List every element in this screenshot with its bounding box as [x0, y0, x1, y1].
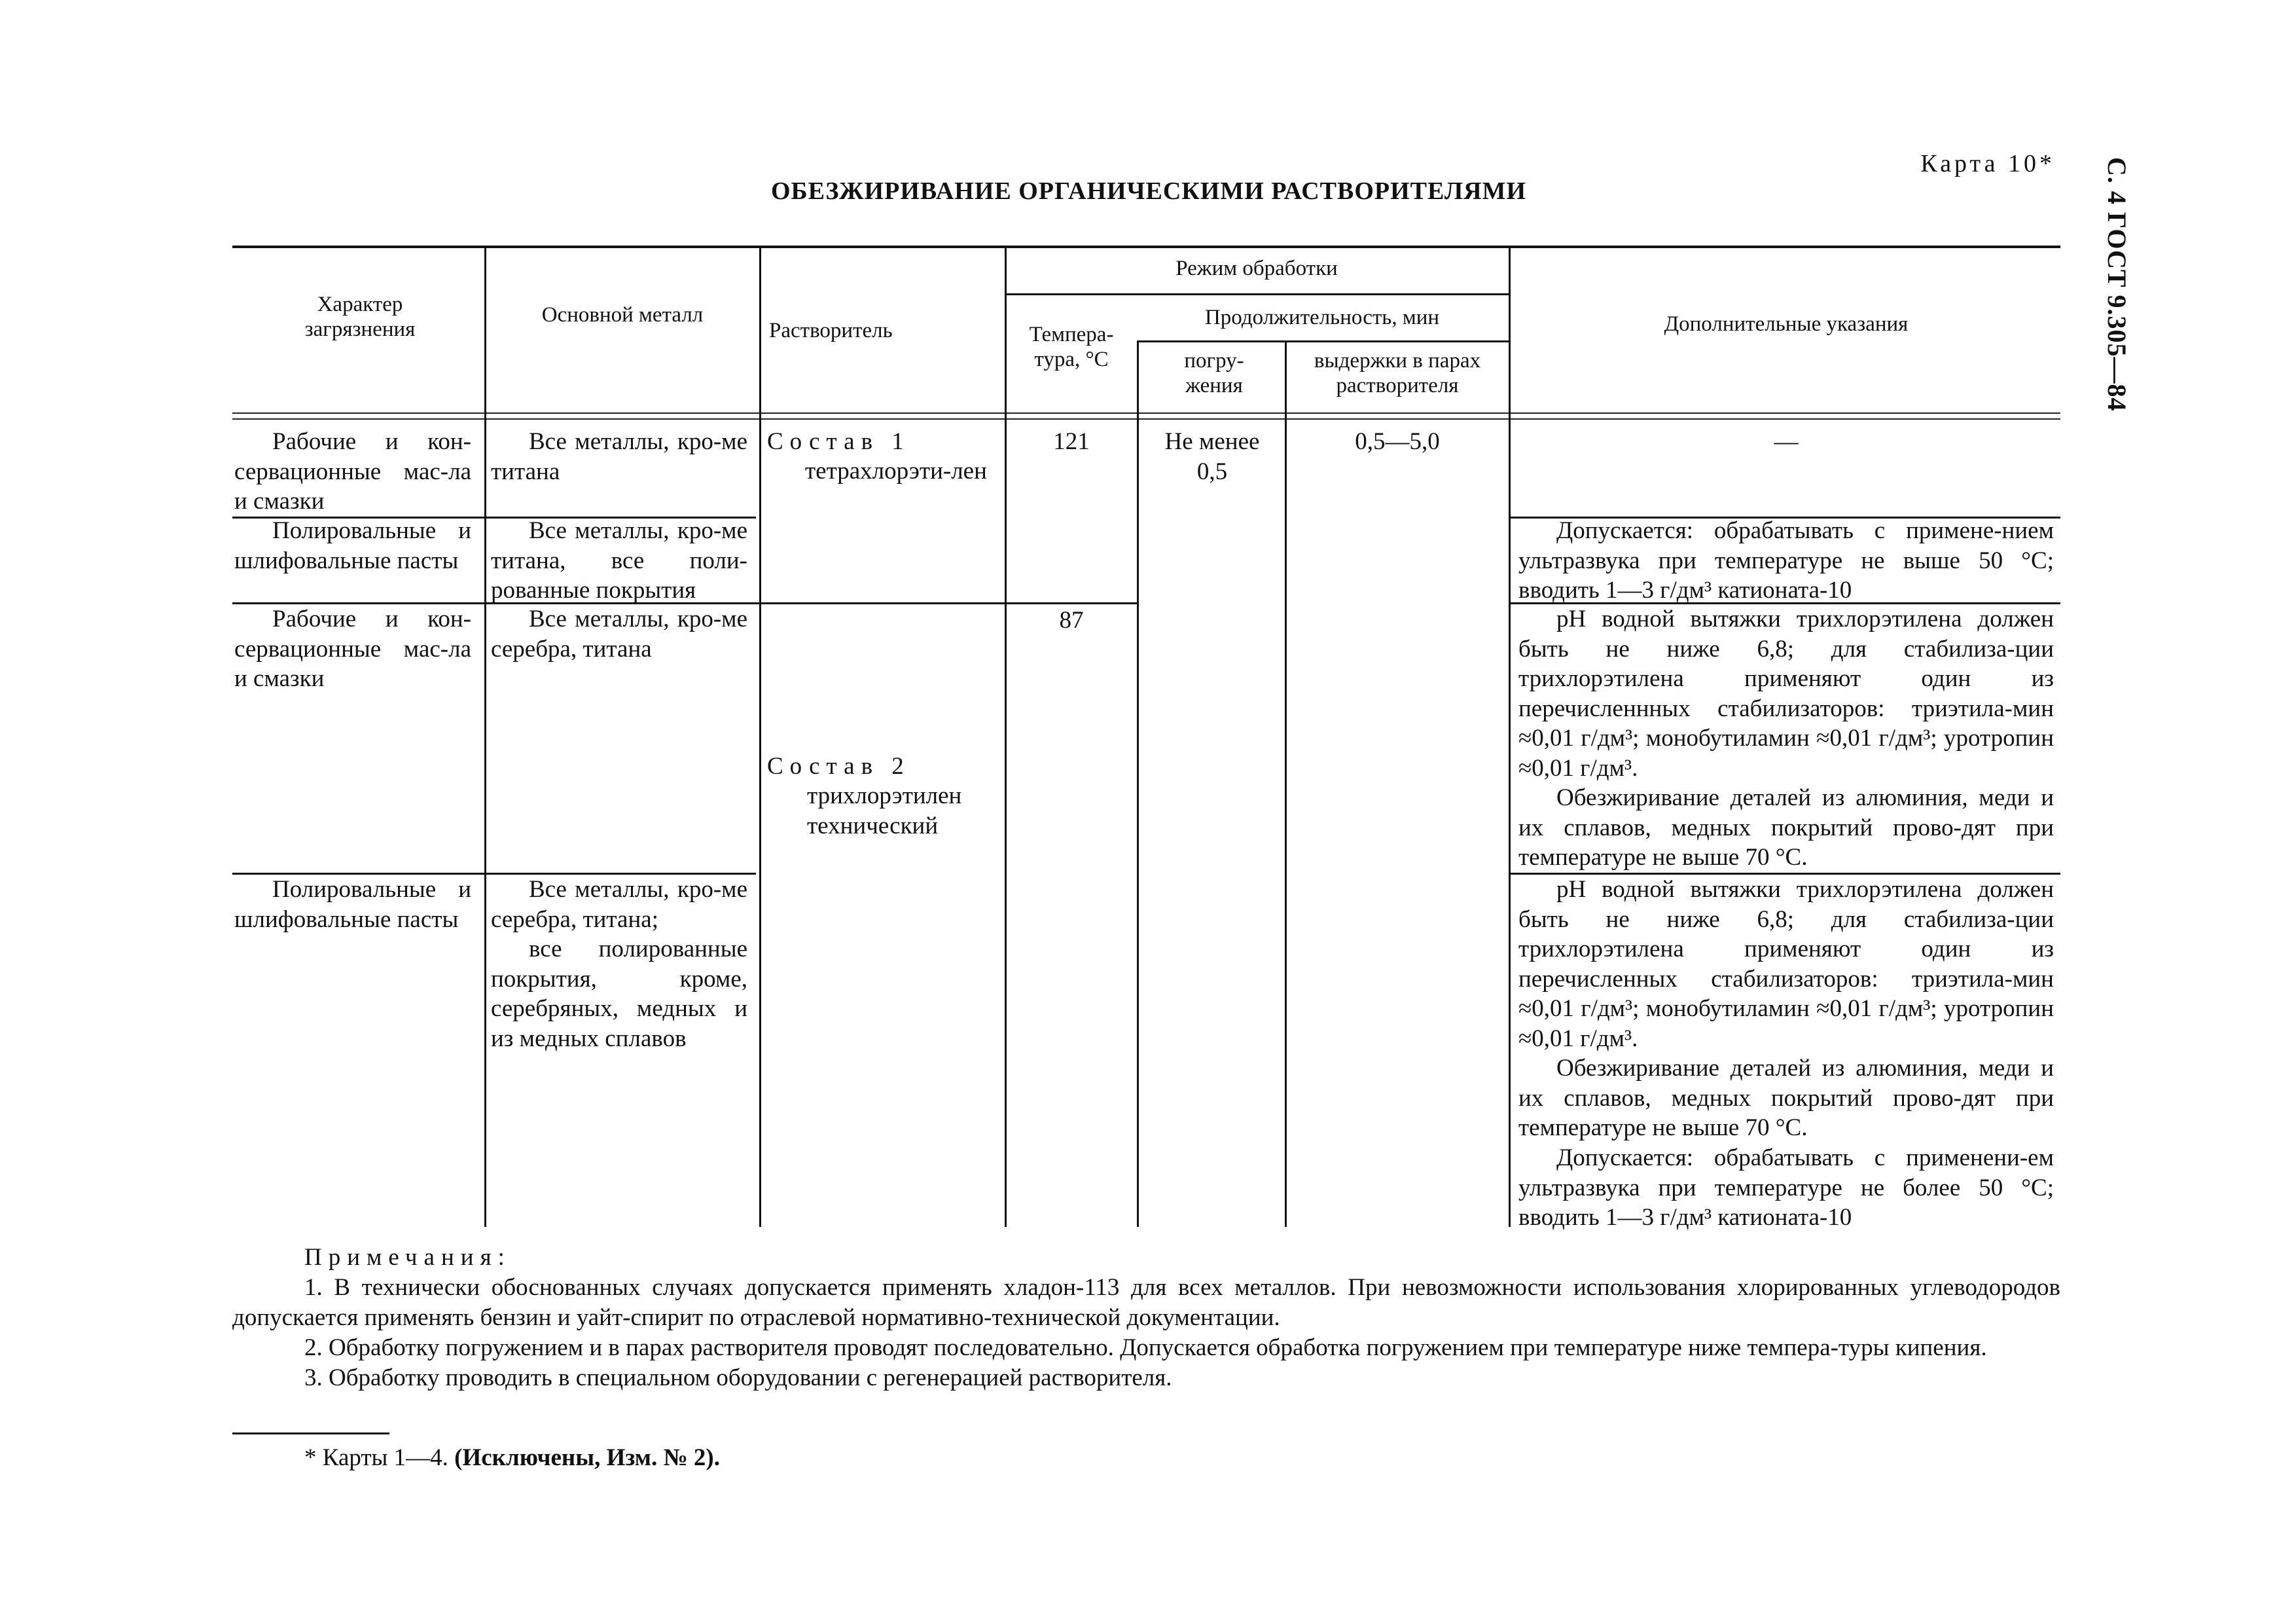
header-solvent: Растворитель — [769, 319, 893, 342]
row3-base-metal: Все металлы, кро-ме серебра, титана — [491, 606, 747, 663]
solvent-1-name: тетрахлорэти-лен — [805, 458, 987, 484]
solvent-2-name: трихлорэтилен технический — [807, 782, 962, 839]
footnote — [232, 1443, 2132, 1473]
row2-contamination: Полировальные и шлифовальные пасты — [234, 517, 471, 574]
note-item-1: 1. В технически обоснованных случаях допускается применять хладон-113 для всех металлов. При невозможности использования хлорированных углеводородов допускается применять бензин и уайт-спирит по отраслевой нормативно-технической документации. — [232, 1274, 2060, 1331]
vapor-value: 0,5—5,0 — [1355, 428, 1440, 455]
col-divider-4 — [1137, 340, 1139, 1227]
row4-notes-2: Обезжиривание деталей из алюминия, меди и их сплавов, медных покрытий прово-дят при температуре не выше 70 °С. — [1518, 1055, 2054, 1141]
col-divider-2 — [759, 247, 761, 1227]
solvent-2-label: Состав 2 — [767, 753, 910, 780]
notes-title: Примечания: — [304, 1244, 511, 1271]
row2-base-metal: Все металлы, кро-ме титана, все поли-рованные покрытия — [491, 517, 747, 604]
row1-contamination: Рабочие и кон-сервационные мас-ла и смазки — [234, 428, 471, 515]
col-divider-1 — [484, 247, 486, 1227]
row4-base-metal-2: все полированные покрытия, кроме, серебряных, медных и из медных сплавов — [491, 936, 747, 1052]
col-divider-3 — [1005, 247, 1007, 1227]
header-base-metal: Основной металл — [541, 303, 704, 327]
header-notes: Дополнительные указания — [1664, 312, 1909, 336]
note-item-2: 2. Обработку погружением и в парах растворителя проводят последовательно. Допускается обработка погружением при температуре ниже темпера-туры кипения. — [304, 1334, 1987, 1361]
duration-header-rule — [1137, 340, 1509, 342]
row3-notes-2: Обезжиривание деталей из алюминия, меди и их сплавов, медных покрытий прово-дят при температуре не выше 70 °С. — [1518, 784, 2054, 871]
footnote-text: * Карты 1—4. — [304, 1444, 448, 1471]
row4-notes-3: Допускается: обрабатывать с применени-ем ультразвука при температуре не более 50 °С; вводить 1—3 г/дм³ катионата-10 — [1518, 1144, 2054, 1231]
row3-contamination: Рабочие и кон-сервационные мас-ла и смазки — [234, 606, 471, 692]
notes-section — [232, 1243, 2060, 1393]
header-temperature: Темпера-тура, °С — [1029, 323, 1114, 371]
header-bottom-rule — [232, 412, 2060, 414]
row1-notes: — — [1774, 428, 1799, 455]
col-divider-5 — [1285, 340, 1287, 1227]
table-top-border — [232, 246, 2060, 248]
note-item-3: 3. Обработку проводить в специальном оборудовании с регенерацией растворителя. — [304, 1364, 1172, 1391]
temperature-1: 121 — [1053, 428, 1090, 455]
temperature-2: 87 — [1059, 607, 1084, 634]
header-mode: Режим обработки — [1175, 257, 1338, 280]
footnote-separator — [232, 1432, 389, 1434]
header-contamination: Характер загрязнения — [304, 293, 416, 341]
header-immersion: погру-жения — [1184, 349, 1244, 397]
row1-base-metal: Все металлы, кро-ме титана — [491, 428, 747, 485]
row3-notes-1: pH водной вытяжки трихлорэтилена должен быть не ниже 6,8; для стабилиза-ции трихлорэтилена применяют один из перечисленнных стабилизаторов: триэтила-мин ≈0,01 г/дм³; монобутиламин ≈0,01 г/дм³; уротропин ≈0,01 г/дм³. — [1518, 606, 2054, 782]
page-title: ОБЕЗЖИРИВАНИЕ ОРГАНИЧЕСКИМИ РАСТВОРИТЕЛЯМИ — [770, 177, 1527, 205]
row2-notes: Допускается: обрабатывать с примене-нием ультразвука при температуре не выше 50 °С; вводить 1—3 г/дм³ катионата-10 — [1518, 517, 2054, 604]
header-bottom-rule-2 — [232, 418, 2060, 420]
footnote-amendment: (Исключены, Изм. № 2). — [454, 1444, 720, 1471]
row4-notes-1: pH водной вытяжки трихлорэтилена должен быть не ниже 6,8; для стабилиза-ции трихлорэтилена применяют один из перечисленных стабилизаторов: триэтила-мин ≈0,01 г/дм³; монобутиламин ≈0,01 г/дм³; уротропин ≈0,01 г/дм³. — [1518, 876, 2054, 1052]
mode-header-rule — [1005, 293, 1509, 295]
solvent-1-label: Состав 1 — [767, 428, 910, 455]
row4-contamination: Полировальные и шлифовальные пасты — [234, 876, 471, 933]
card-number-label: Карта 10* — [1920, 150, 2055, 177]
header-duration: Продолжительность, мин — [1204, 306, 1440, 329]
col-divider-6 — [1509, 247, 1511, 1227]
side-header-label: С. 4 ГОСТ 9.305—84 — [2102, 157, 2132, 412]
row4-base-metal-1: Все металлы, кро-ме серебра, титана; — [491, 876, 747, 933]
header-vapor: выдержки в парах растворителя — [1314, 349, 1481, 397]
immersion-value: Не менее 0,5 — [1164, 428, 1260, 485]
